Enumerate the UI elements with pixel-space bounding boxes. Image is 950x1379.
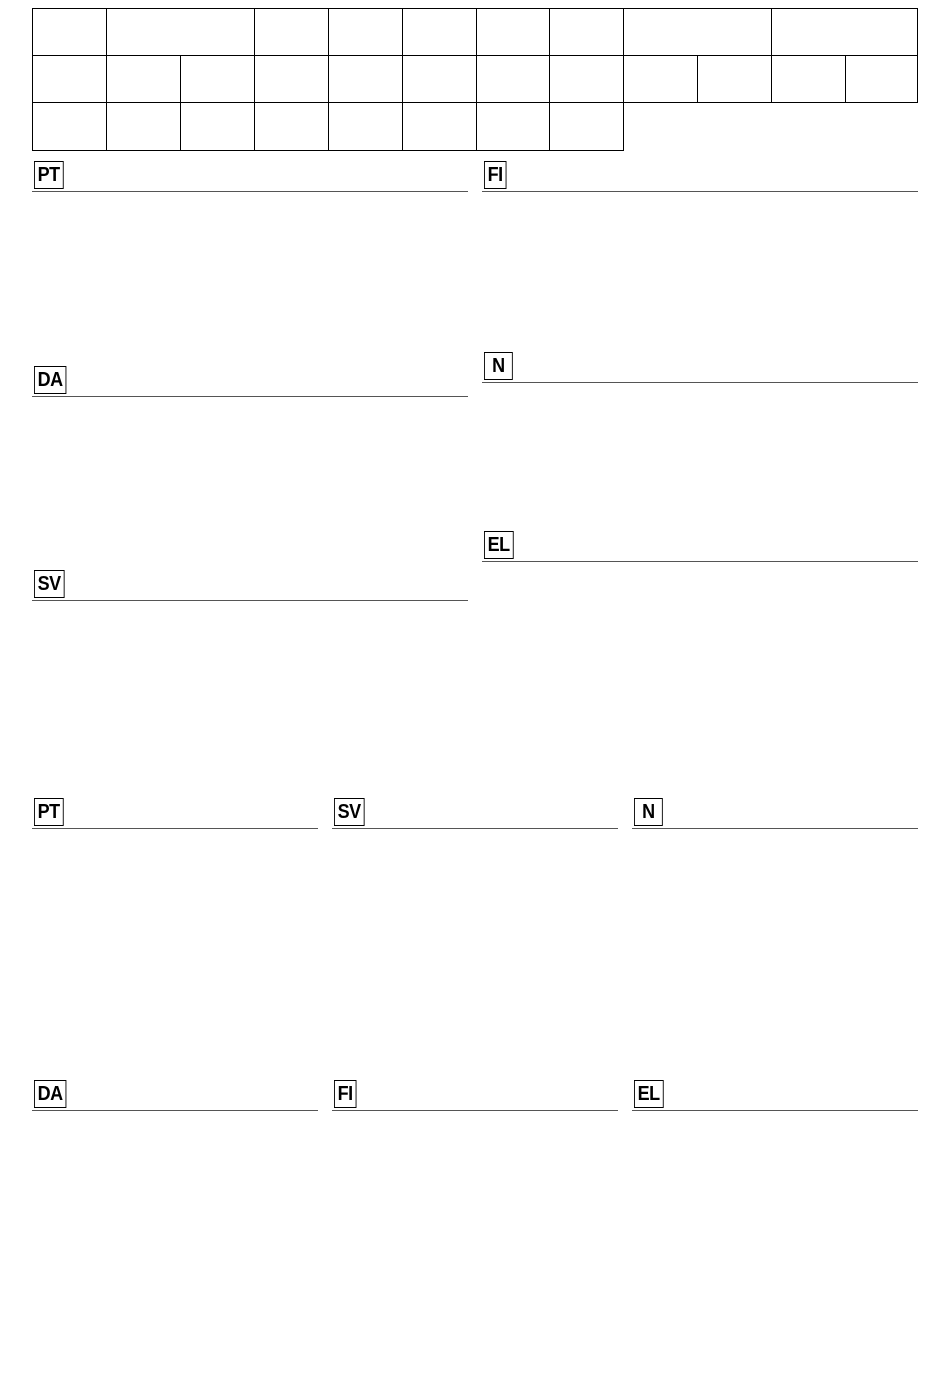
grid-cell bbox=[106, 102, 181, 151]
section-header-sv-lower bbox=[332, 794, 618, 828]
grid-cell bbox=[180, 102, 255, 151]
grid-cell bbox=[476, 55, 551, 103]
grid-cell bbox=[32, 55, 107, 103]
section-header-da-lower bbox=[32, 1076, 318, 1110]
section-header-fi bbox=[482, 157, 918, 191]
grid-cell bbox=[623, 55, 698, 103]
language-tag-fi: FI bbox=[334, 1080, 356, 1108]
language-grid bbox=[32, 8, 918, 151]
grid-cell bbox=[402, 8, 477, 56]
grid-cell bbox=[771, 8, 918, 56]
grid-cell bbox=[106, 8, 255, 56]
section-header-fi-lower bbox=[332, 1076, 618, 1110]
section-header-n bbox=[482, 348, 918, 382]
grid-cell bbox=[771, 55, 846, 103]
grid-cell bbox=[180, 55, 255, 103]
language-tag-da: DA bbox=[34, 366, 66, 394]
section-header-pt bbox=[32, 157, 468, 191]
section-header-el-lower bbox=[632, 1076, 918, 1110]
grid-cell bbox=[32, 102, 107, 151]
language-tag-fi: FI bbox=[484, 161, 506, 189]
grid-cell bbox=[476, 8, 551, 56]
grid-cell bbox=[623, 8, 772, 56]
language-tag-sv: SV bbox=[34, 570, 64, 598]
language-tag-da: DA bbox=[34, 1080, 66, 1108]
grid-cell bbox=[106, 55, 181, 103]
section-header-pt-lower bbox=[32, 794, 318, 828]
grid-cell bbox=[32, 8, 107, 56]
language-tag-n: N bbox=[634, 798, 663, 826]
grid-cell bbox=[402, 102, 477, 151]
section-header-el bbox=[482, 527, 918, 561]
grid-cell bbox=[549, 102, 624, 151]
grid-cell bbox=[328, 55, 403, 103]
language-tag-el: EL bbox=[634, 1080, 663, 1108]
grid-cell bbox=[549, 8, 624, 56]
language-tag-pt: PT bbox=[34, 798, 63, 826]
grid-cell bbox=[328, 102, 403, 151]
section-header-n-lower bbox=[632, 794, 918, 828]
language-tag-pt: PT bbox=[34, 161, 63, 189]
grid-cell bbox=[697, 55, 772, 103]
grid-cell bbox=[254, 55, 329, 103]
grid-cell bbox=[845, 55, 918, 103]
language-tag-n: N bbox=[484, 352, 513, 380]
grid-cell bbox=[328, 8, 403, 56]
language-tag-sv: SV bbox=[334, 798, 364, 826]
grid-cell bbox=[476, 102, 551, 151]
section-header-da bbox=[32, 362, 468, 396]
grid-cell bbox=[254, 102, 329, 151]
section-header-sv bbox=[32, 566, 468, 600]
grid-cell bbox=[402, 55, 477, 103]
grid-cell bbox=[254, 8, 329, 56]
language-tag-el: EL bbox=[484, 531, 513, 559]
grid-cell bbox=[549, 55, 624, 103]
